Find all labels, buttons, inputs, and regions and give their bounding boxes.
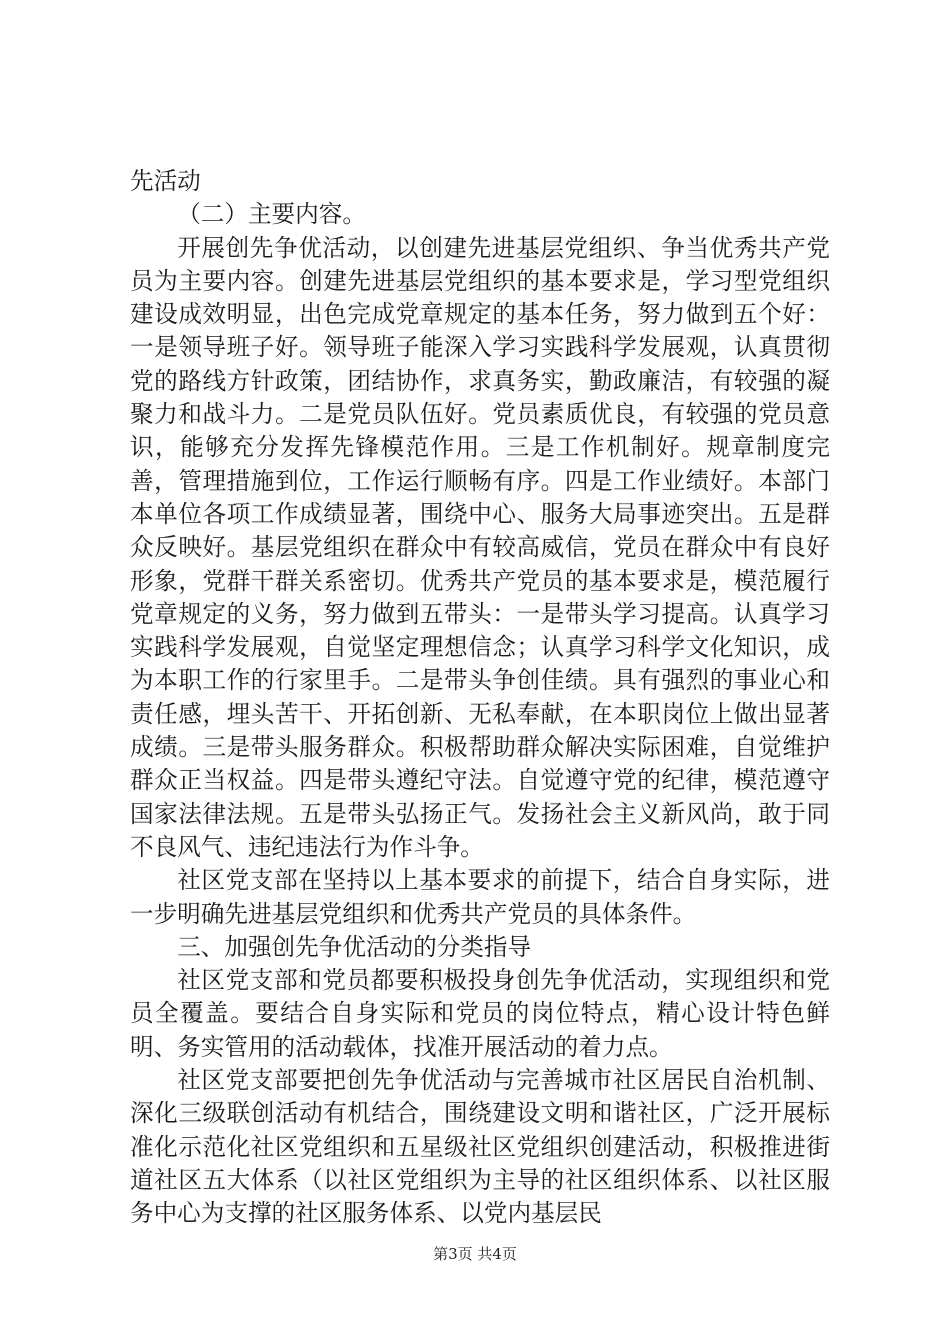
- section-heading-main-content: （二）主要内容。: [177, 200, 366, 229]
- paragraph-community-branch: 社区党支部在坚持以上基本要求的前提下，结合自身实际，进一步明确先进基层党组织和优秀共产党员的具体条件。: [130, 866, 830, 928]
- page-number-footer: 第3页 共4页: [433, 1245, 517, 1263]
- paragraph-continuation: 先活动: [130, 167, 201, 195]
- section-heading-guidance: 三、加强创先争优活动的分类指导: [177, 932, 532, 961]
- paragraph-coverage: 社区党支部和党员都要积极投身创先争优活动，实现组织和党员全覆盖。要结合自身实际和党员的岗位特点，精心设计特色鲜明、务实管用的活动载体，找准开展活动的着力点。: [130, 966, 830, 1061]
- document-body: [130, 165, 830, 1231]
- paragraph-community-activities: 社区党支部要把创先争优活动与完善城市社区居民自治机制、深化三级联创活动有机结合，围绕建设文明和谐社区，广泛开展标准化示范化社区党组织和五星级社区党组织创建活动，积极推进街道社区五大体系（以社区党组织为主导的社区组织体系、以社区服务中心为支撑的社区服务体系、以党内基层民: [130, 1066, 830, 1228]
- paragraph-main-content: 开展创先争优活动，以创建先进基层党组织、争当优秀共产党员为主要内容。创建先进基层党组织的基本要求是，学习型党组织建设成效明显，出色完成党章规定的基本任务，努力做到五个好：一是领导班子好。领导班子能深入学习实践科学发展观，认真贯彻党的路线方针政策，团结协作，求真务实，勤政廉洁，有较强的凝聚力和战斗力。二是党员队伍好。党员素质优良，有较强的党员意识，能够充分发挥先锋模范作用。三是工作机制好。规章制度完善，管理措施到位，工作运行顺畅有序。四是工作业绩好。本部门本单位各项工作成绩显著，围绕中心、服务大局事迹突出。五是群众反映好。基层党组织在群众中有较高威信，党员在群众中有良好形象，党群干群关系密切。优秀共产党员的基本要求是，模范履行党章规定的义务，努力做到五带头：一是带头学习提高。认真学习实践科学发展观，自觉坚定理想信念；认真学习科学文化知识，成为本职工作的行家里手。二是带头争创佳绩。具有强烈的事业心和责任感，埋头苦干、开拓创新、无私奉献，在本职岗位上做出显著成绩。三是带头服务群众。积极帮助群众解决实际困难，自觉维护群众正当权益。四是带头遵纪守法。自觉遵守党的纪律，模范遵守国家法律法规。五是带头弘扬正气。发扬社会主义新风尚，敢于同不良风气、违纪违法行为作斗争。: [130, 233, 830, 861]
